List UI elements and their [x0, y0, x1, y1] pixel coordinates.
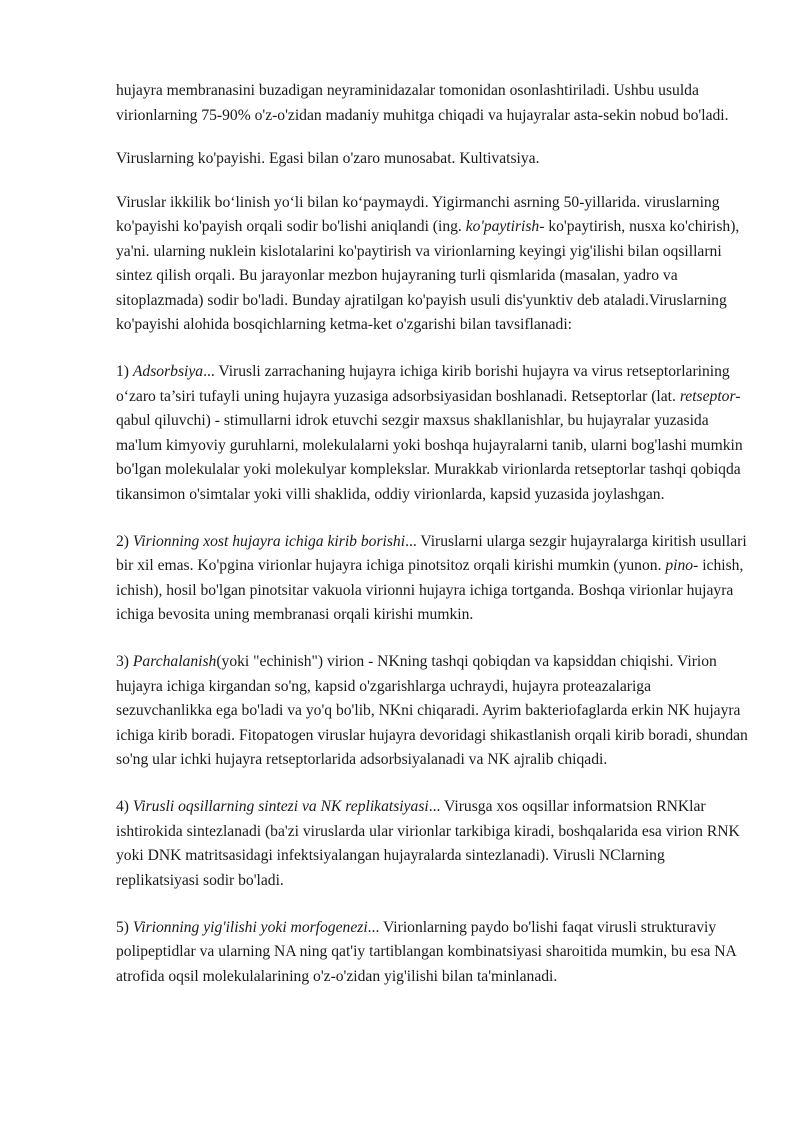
- step-penetration: [116, 530, 748, 628]
- heading-text: Viruslarning ko'payishi. Egasi bilan o'zaro munosabat. Kultivatsiya.: [116, 150, 540, 167]
- step-number: 1): [116, 363, 133, 380]
- step-text: (yoki "echinish") virion - NKning tashqi qobiqdan va kapsiddan chiqishi. Virion hujayra ichiga kirgandan so'ng, kapsid o'zgarishlarga uchraydi, hujayra proteazalariga sezuvchanlikka ega bo'ladi va yo'q bo'lib, NKni chiqaradi. Ayrim bakteriofaglarda erkin NK hujayra ichiga kirib boradi. Fitopatogen viruslar hujayra devoridagi shikastlanish orqali kirib boradi, shundan so'ng ular ichki hujayra retseptorlarida adsorbsiyalanadi va NK ajralib chiqadi.: [116, 653, 748, 768]
- step-text: ichish, ichish), hosil bo'lgan pinotsitar vakuola virionni hujayra ichiga tortganda. Boshqa virionlar hujayra ichiga bevosita uning membranasi orqali kirishi mumkin.: [116, 557, 744, 623]
- step-title: Virionning xost hujayra ichiga kirib borishi: [132, 532, 406, 550]
- step-number: 2): [116, 532, 133, 550]
- step-text: qabul qiluvchi) - stimullarni idrok etuvchi sezgir maxsus shakllanishlar, bu hujayralar yuzasida ma'lum kimyoviy guruhlarni, molekulalarni yoki boshqa hujayralarni tanib, ularni bog'lashi mumkin bo'lgan molekulalar yoki molekulyar komplekslar. Murakkab virionlarda retseptorlar tashqi qobiqda tikansimon o'simtalar yoki villi shaklida, oddiy virionlarda, kapsid yuzasida joylashgan.: [116, 412, 743, 503]
- paragraph-text: Viruslar ikkilik bo‘linish yo‘li bilan ko‘paymaydi. Yigirmanchi asrning 50-yillarida. viruslarning ko'payishi ko'payish orqali sodir bo'lishi aniqlandi (ing.: [116, 193, 720, 235]
- step-text: ... Virionlarning paydo bo'lishi faqat virusli strukturaviy polipeptidlar va ularning NA ning qat'iy tartiblangan kombinatsiyasi sharoitida mumkin, bu esa NA atrofida oqsil molekulalarining o'z-o'zidan yig'ilishi bilan ta'minlanadi.: [116, 918, 736, 985]
- step-synthesis-replication: [116, 795, 748, 893]
- step-title: Virusli oqsillarning sintezi va NK replikatsiyasi: [132, 798, 429, 815]
- step-number: 4): [116, 798, 133, 815]
- step-title: Virionning yig'ilishi yoki morfogenezi: [132, 918, 368, 936]
- italic-term: ko'paytirish-: [465, 218, 545, 235]
- step-text: ... Viruslarni ularga sezgir hujayralarga kiritish usullari bir xil emas. Ko'pgina virionlar hujayra ichiga pinotsitoz orqali kirishi mumkin (yunon.: [116, 532, 747, 574]
- step-title: Adsorbsiya: [132, 363, 204, 380]
- italic-term: retseptor-: [679, 387, 741, 405]
- paragraph-text: hujayra membranasini buzadigan neyraminidazalar tomonidan osonlashtiriladi. Ushbu usulda virionlarning 75-90% o'z-o'zidan madaniy muhitga chiqadi va hujayralar asta-sekin nobud bo'ladi.: [116, 82, 729, 124]
- paragraph-text: ko'paytirish, nusxa ko'chirish), ya'ni. ularning nuklein kislotalarini ko'paytirish va virionlarning keyingi yig'ilishi bilan oqsillarni sintez qilish orqali. Bu jarayonlar mezbon hujayraning turli qismlarida (masalan, yadro va sitoplazmada) sodir bo'ladi. Bunday ajratilgan ko'payish usuli dis'yunktiv deb ataladi.Viruslarning ko'payishi alohida bosqichlarning ketma-ket o'zgarishi bilan tavsiflanadi:: [116, 218, 740, 333]
- step-adsorption: [116, 360, 748, 507]
- step-text: ... Virusga xos oqsillar informatsion RNKlar ishtirokida sintezlanadi (ba'zi viruslarda ular virionlar tarkibiga kiradi, boshqalarida esa virion RNK yoki DNK matritsasidagi infektsiyalangan hujayralarda sintezlanadi). Virusli NClarning replikatsiyasi sodir bo'ladi.: [116, 798, 740, 889]
- section-heading: [116, 147, 748, 172]
- step-uncoating: [116, 650, 748, 773]
- document-body: [116, 79, 748, 1012]
- paragraph-reproduction-overview: [116, 191, 748, 338]
- step-title: Parchalanish: [132, 653, 217, 670]
- step-number: 3): [116, 653, 133, 670]
- italic-term: pino-: [665, 557, 699, 574]
- step-assembly: [116, 916, 748, 990]
- paragraph-intro-continuation: [116, 79, 748, 128]
- step-number: 5): [116, 918, 133, 936]
- step-text: ... Virusli zarrachaning hujayra ichiga kirib borishi hujayra va virus retseptorlarining o‘zaro ta’siri tufayli uning hujayra yuzasiga adsorbsiyasidan boshlanadi. Retseptorlar (lat.: [116, 363, 730, 405]
